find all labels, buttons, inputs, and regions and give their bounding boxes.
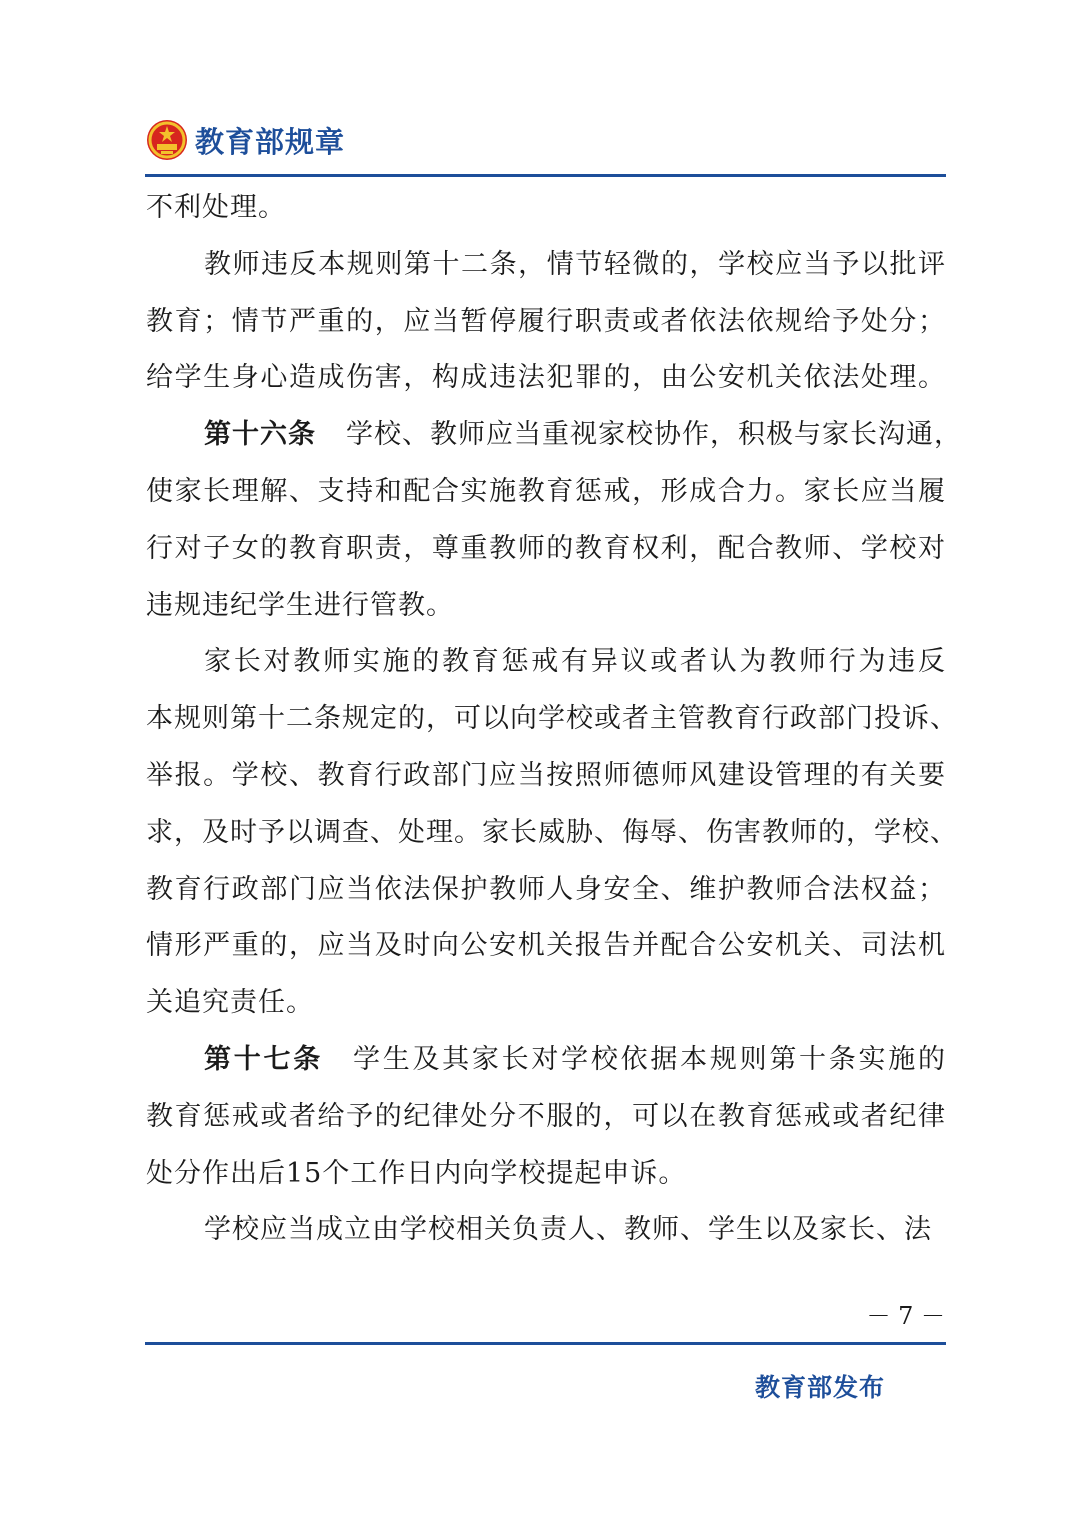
article-16-text: 学校、教师应当重视家校协作，积极与家长沟通，: [346, 419, 962, 451]
text-line: 行对子女的教育职责，尊重教师的教育权利，配合教师、学校对: [146, 532, 946, 564]
page-header: [145, 115, 345, 165]
article-17-text: 学生及其家长对学校依据本规则第十条实施的: [352, 1043, 947, 1075]
text-line: 处分作出后15个工作日内向学校提起申诉。: [146, 1157, 687, 1189]
text-line: 家长对教师实施的教育惩戒有异议或者认为教师行为违反: [204, 646, 946, 678]
text-line: 关追究责任。: [146, 987, 314, 1019]
text-line: 本规则第十二条规定的，可以向学校或者主管教育行政部门投诉、: [146, 703, 958, 735]
text-line: 教育；情节严重的，应当暂停履行职责或者依法依规给予处分；: [146, 305, 946, 337]
text-line: 教育惩戒或者给予的纪律处分不服的，可以在教育惩戒或者纪律: [146, 1100, 946, 1132]
article-16-label: 第十六条: [204, 419, 316, 451]
document-body: [146, 180, 962, 1259]
text-line: 教师违反本规则第十二条，情节轻微的，学校应当予以批评: [204, 248, 946, 280]
text-line: 给学生身心造成伤害，构成违法犯罪的，由公安机关依法处理。: [146, 362, 946, 394]
page-number: － 7 －: [866, 1302, 945, 1330]
header-divider: [145, 174, 946, 177]
text-line: 举报。学校、教育行政部门应当按照师德师风建设管理的有关要: [146, 759, 946, 791]
text-line: 不利处理。: [146, 192, 286, 223]
article-17-label: 第十七条: [204, 1043, 323, 1075]
text-line: 违规违纪学生进行管教。: [146, 589, 454, 621]
national-emblem-icon: [145, 118, 189, 162]
text-line: 求，及时予以调查、处理。家长威胁、侮辱、伤害教师的，学校、: [146, 816, 958, 848]
footer-publisher: 教育部发布: [755, 1373, 886, 1402]
text-line: 使家长理解、支持和配合实施教育惩戒，形成合力。家长应当履: [146, 475, 946, 507]
text-line: 情形严重的，应当及时向公安机关报告并配合公安机关、司法机: [146, 930, 946, 962]
footer-divider: [145, 1342, 946, 1345]
article-16-first-line: [146, 407, 962, 464]
text-line: 教育行政部门应当依法保护教师人身安全、维护教师合法权益；: [146, 873, 946, 905]
header-title: 教育部规章: [195, 124, 346, 159]
text-line: 学校应当成立由学校相关负责人、教师、学生以及家长、法: [204, 1214, 932, 1246]
article-17-first-line: [146, 1032, 946, 1089]
